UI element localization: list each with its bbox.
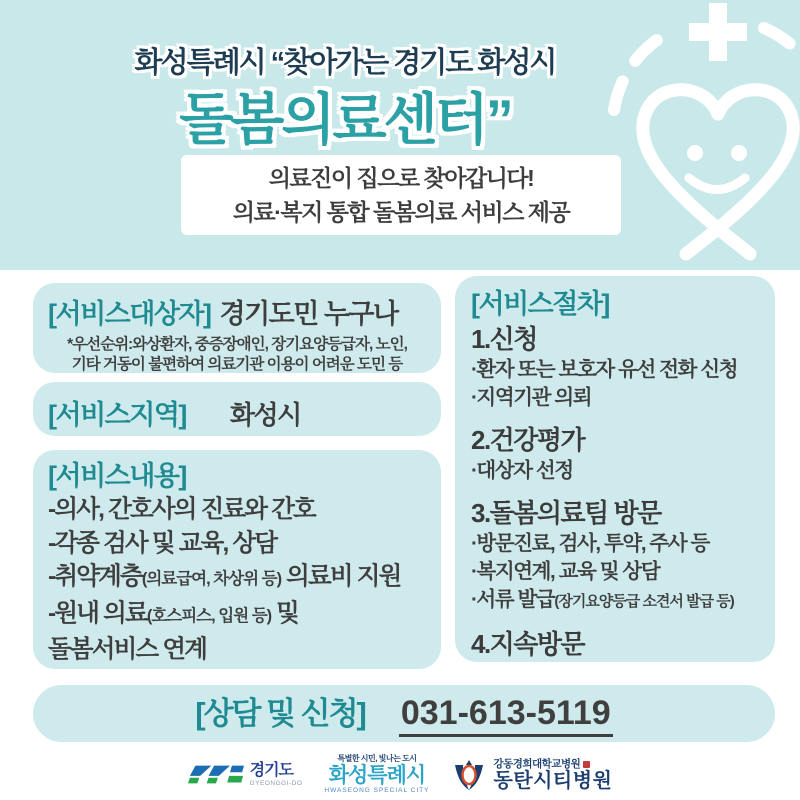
hospital-logo — [451, 757, 612, 793]
service-content-item: -의사, 간호사의 진료와 간호 — [48, 496, 315, 523]
procedure-step-title: 3.돌봄의료팀 방문 — [471, 498, 661, 528]
poster-title-line1: 화성특례시 “찾아가는 경기도 화성시 — [134, 47, 556, 79]
procedure-step-detail: ·환자 또는 보호자 유선 전화 신청 — [471, 358, 738, 381]
service-content-item: -원내 의료(호스피스, 입원 등) 및 — [48, 599, 299, 627]
service-target-note-line2: 기타 거동이 불편하여 의료기관 이용이 어려운 도민 등 — [71, 355, 403, 373]
procedure-step-title: 4.지속방문 — [471, 629, 585, 659]
hospital-emblem-icon — [451, 757, 487, 793]
service-content-item: -취약계층(의료급여, 차상위 등) 의료비 지원 — [48, 563, 401, 590]
banner — [0, 0, 800, 270]
contact-bar — [33, 685, 775, 742]
medical-cross-icon — [689, 3, 747, 61]
service-content-label: [서비스내용] — [48, 461, 186, 491]
service-target-note — [33, 335, 441, 374]
service-procedure-steps — [471, 322, 775, 661]
procedure-step-detail: ·지역기관 의뢰 — [471, 386, 592, 409]
service-content-list — [48, 493, 441, 667]
hwaseong-subtext: HWASEONG SPECIAL CITY — [324, 787, 430, 795]
service-target-box — [33, 283, 441, 373]
service-content-box — [33, 450, 441, 669]
service-region-value: 화성시 — [229, 400, 301, 430]
service-procedure-label: [서비스절차] — [471, 289, 609, 319]
subtitle-line1: 의료진이 집으로 찾아갑니다! — [268, 165, 534, 191]
service-target-heading — [33, 283, 441, 331]
service-content-item: -각종 검사 및 교육, 상담 — [48, 529, 277, 557]
service-region-box — [33, 382, 441, 436]
subtitle-box — [181, 155, 621, 235]
gyeonggi-logo — [188, 763, 303, 788]
hospital-name: 동탄시티병원 — [493, 770, 613, 793]
procedure-step-title: 2.건강평가 — [471, 425, 585, 455]
procedure-step-detail: ·복지연계, 교육 및 상담 — [471, 560, 660, 583]
procedure-step-detail: ·대상자 선정 — [471, 459, 573, 482]
hwaseong-logo — [324, 755, 429, 795]
service-target-label: [서비스대상자] — [48, 299, 211, 329]
procedure-step-title: 1.신청 — [471, 324, 537, 354]
poster-title-line2: 돌봄의료센터” — [179, 88, 511, 151]
gyeonggi-name: 경기도 — [249, 761, 293, 779]
service-region-label: [서비스지역] — [48, 400, 186, 430]
procedure-step-detail: ·방문진료, 검사, 투약, 주사 등 — [471, 532, 709, 555]
hwaseong-name: 화성특례시 — [328, 764, 426, 788]
gyeonggi-stripes-icon — [188, 764, 244, 786]
subtitle-line2: 의료·복지 통합 돌봄의료 서비스 제공 — [232, 199, 570, 225]
hospital-seal-icon — [583, 761, 590, 768]
hwaseong-slogan: 특별한 시민, 빛나는 도시 — [337, 754, 417, 764]
contact-label: [상담 및 신청] — [195, 696, 365, 731]
gyeonggi-subtext: GYEONGGI-DO — [249, 779, 303, 787]
contact-phone-number: 031-613-5119 — [399, 694, 613, 737]
service-procedure-box — [455, 276, 775, 662]
service-target-value: 경기도민 누구나 — [219, 299, 398, 329]
footer-logos — [0, 752, 800, 798]
service-content-item: 돌봄서비스 연계 — [48, 636, 207, 663]
procedure-step-detail: ·서류 발급(장기요양등급 소견서 발급 등) — [471, 588, 734, 611]
service-target-note-line1: *우선순위:와상환자, 중증장애인, 장기요양등급자, 노인, — [67, 336, 407, 353]
hospital-parent-name: 강동경희대학교병원 — [493, 757, 581, 770]
